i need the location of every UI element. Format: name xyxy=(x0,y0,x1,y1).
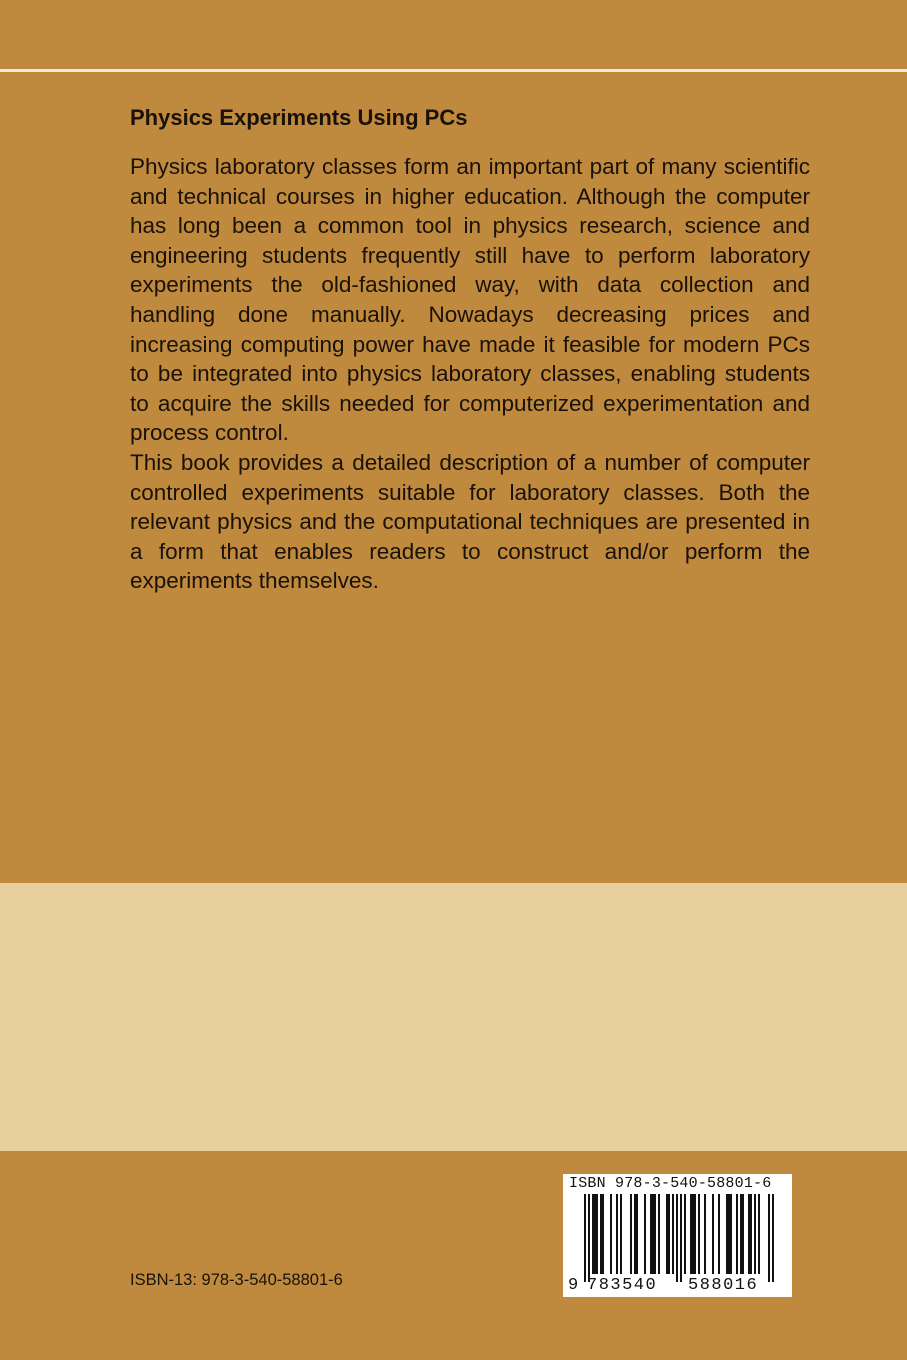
blurb-paragraph-1: Physics laboratory classes form an important part of many scientific and technical courses in higher education. Although the computer has long been a common tool in physics research, science and engineering students frequently still have to perform laboratory experiments the old-fashioned way, with data collection and handling done manually. Nowadays decreasing prices and increasing computing power have made it feasible for modern PCs to be integrated into physics laboratory classes, enabling students to acquire the skills needed for computerized experimentation and process control. xyxy=(130,154,810,446)
barcode-bar xyxy=(654,1194,656,1274)
barcode-bar xyxy=(620,1194,622,1274)
barcode-bar xyxy=(600,1194,602,1274)
barcode-bar xyxy=(680,1194,682,1282)
barcode-bar xyxy=(584,1194,586,1282)
top-divider-line xyxy=(0,69,907,72)
barcode-bar xyxy=(588,1194,590,1282)
barcode-bar xyxy=(712,1194,714,1274)
barcode-isbn-text: ISBN 978-3-540-58801-6 xyxy=(569,1175,772,1192)
barcode-bar xyxy=(748,1194,750,1274)
barcode-bar xyxy=(726,1194,728,1274)
barcode-bar xyxy=(730,1194,732,1274)
barcode-bar xyxy=(754,1194,756,1274)
barcode-bar xyxy=(650,1194,652,1274)
barcode-bar xyxy=(692,1194,694,1274)
barcode-bar xyxy=(668,1194,670,1274)
barcode-bar xyxy=(592,1194,594,1274)
barcode-bar xyxy=(630,1194,632,1274)
barcode-lead-digit: 9 xyxy=(568,1276,579,1295)
barcode-bar xyxy=(728,1194,730,1274)
blurb-paragraph-2: This book provides a detailed description of a number of computer controlled experiments suitable for laboratory classes. Both the relevant physics and the computational techniques are presented in a form that enables readers to construct and/or perform the experiments themselves. xyxy=(130,449,810,594)
barcode-bar xyxy=(672,1194,674,1274)
barcode-bar xyxy=(634,1194,636,1274)
barcode-bar xyxy=(690,1194,692,1274)
barcode-bar xyxy=(666,1194,668,1274)
barcode-bar xyxy=(676,1194,678,1282)
barcode xyxy=(563,1174,792,1297)
barcode-bar xyxy=(684,1194,686,1274)
light-panel xyxy=(0,883,907,1151)
barcode-bar xyxy=(740,1194,742,1274)
barcode-bar xyxy=(768,1194,770,1282)
barcode-bar xyxy=(742,1194,744,1274)
barcode-bar xyxy=(772,1194,774,1282)
blurb xyxy=(130,152,810,596)
barcode-bar xyxy=(698,1194,700,1274)
book-title: Physics Experiments Using PCs xyxy=(130,105,468,130)
barcode-bar xyxy=(636,1194,638,1274)
barcode-bar xyxy=(658,1194,660,1274)
barcode-bar xyxy=(616,1194,618,1274)
isbn13-label: ISBN-13: 978-3-540-58801-6 xyxy=(130,1271,343,1289)
barcode-bar xyxy=(602,1194,604,1274)
barcode-bar xyxy=(704,1194,706,1274)
barcode-bar xyxy=(718,1194,720,1274)
barcode-bar xyxy=(758,1194,760,1274)
barcode-digit-group-2: 588016 xyxy=(688,1276,759,1295)
barcode-bar xyxy=(610,1194,612,1274)
barcode-bar xyxy=(652,1194,654,1274)
barcode-bar xyxy=(736,1194,738,1274)
barcode-bar xyxy=(594,1194,596,1274)
barcode-bar xyxy=(644,1194,646,1274)
barcode-bar xyxy=(750,1194,752,1274)
barcode-digit-group-1: 783540 xyxy=(587,1276,658,1295)
barcode-bar xyxy=(596,1194,598,1274)
barcode-bar xyxy=(694,1194,696,1274)
